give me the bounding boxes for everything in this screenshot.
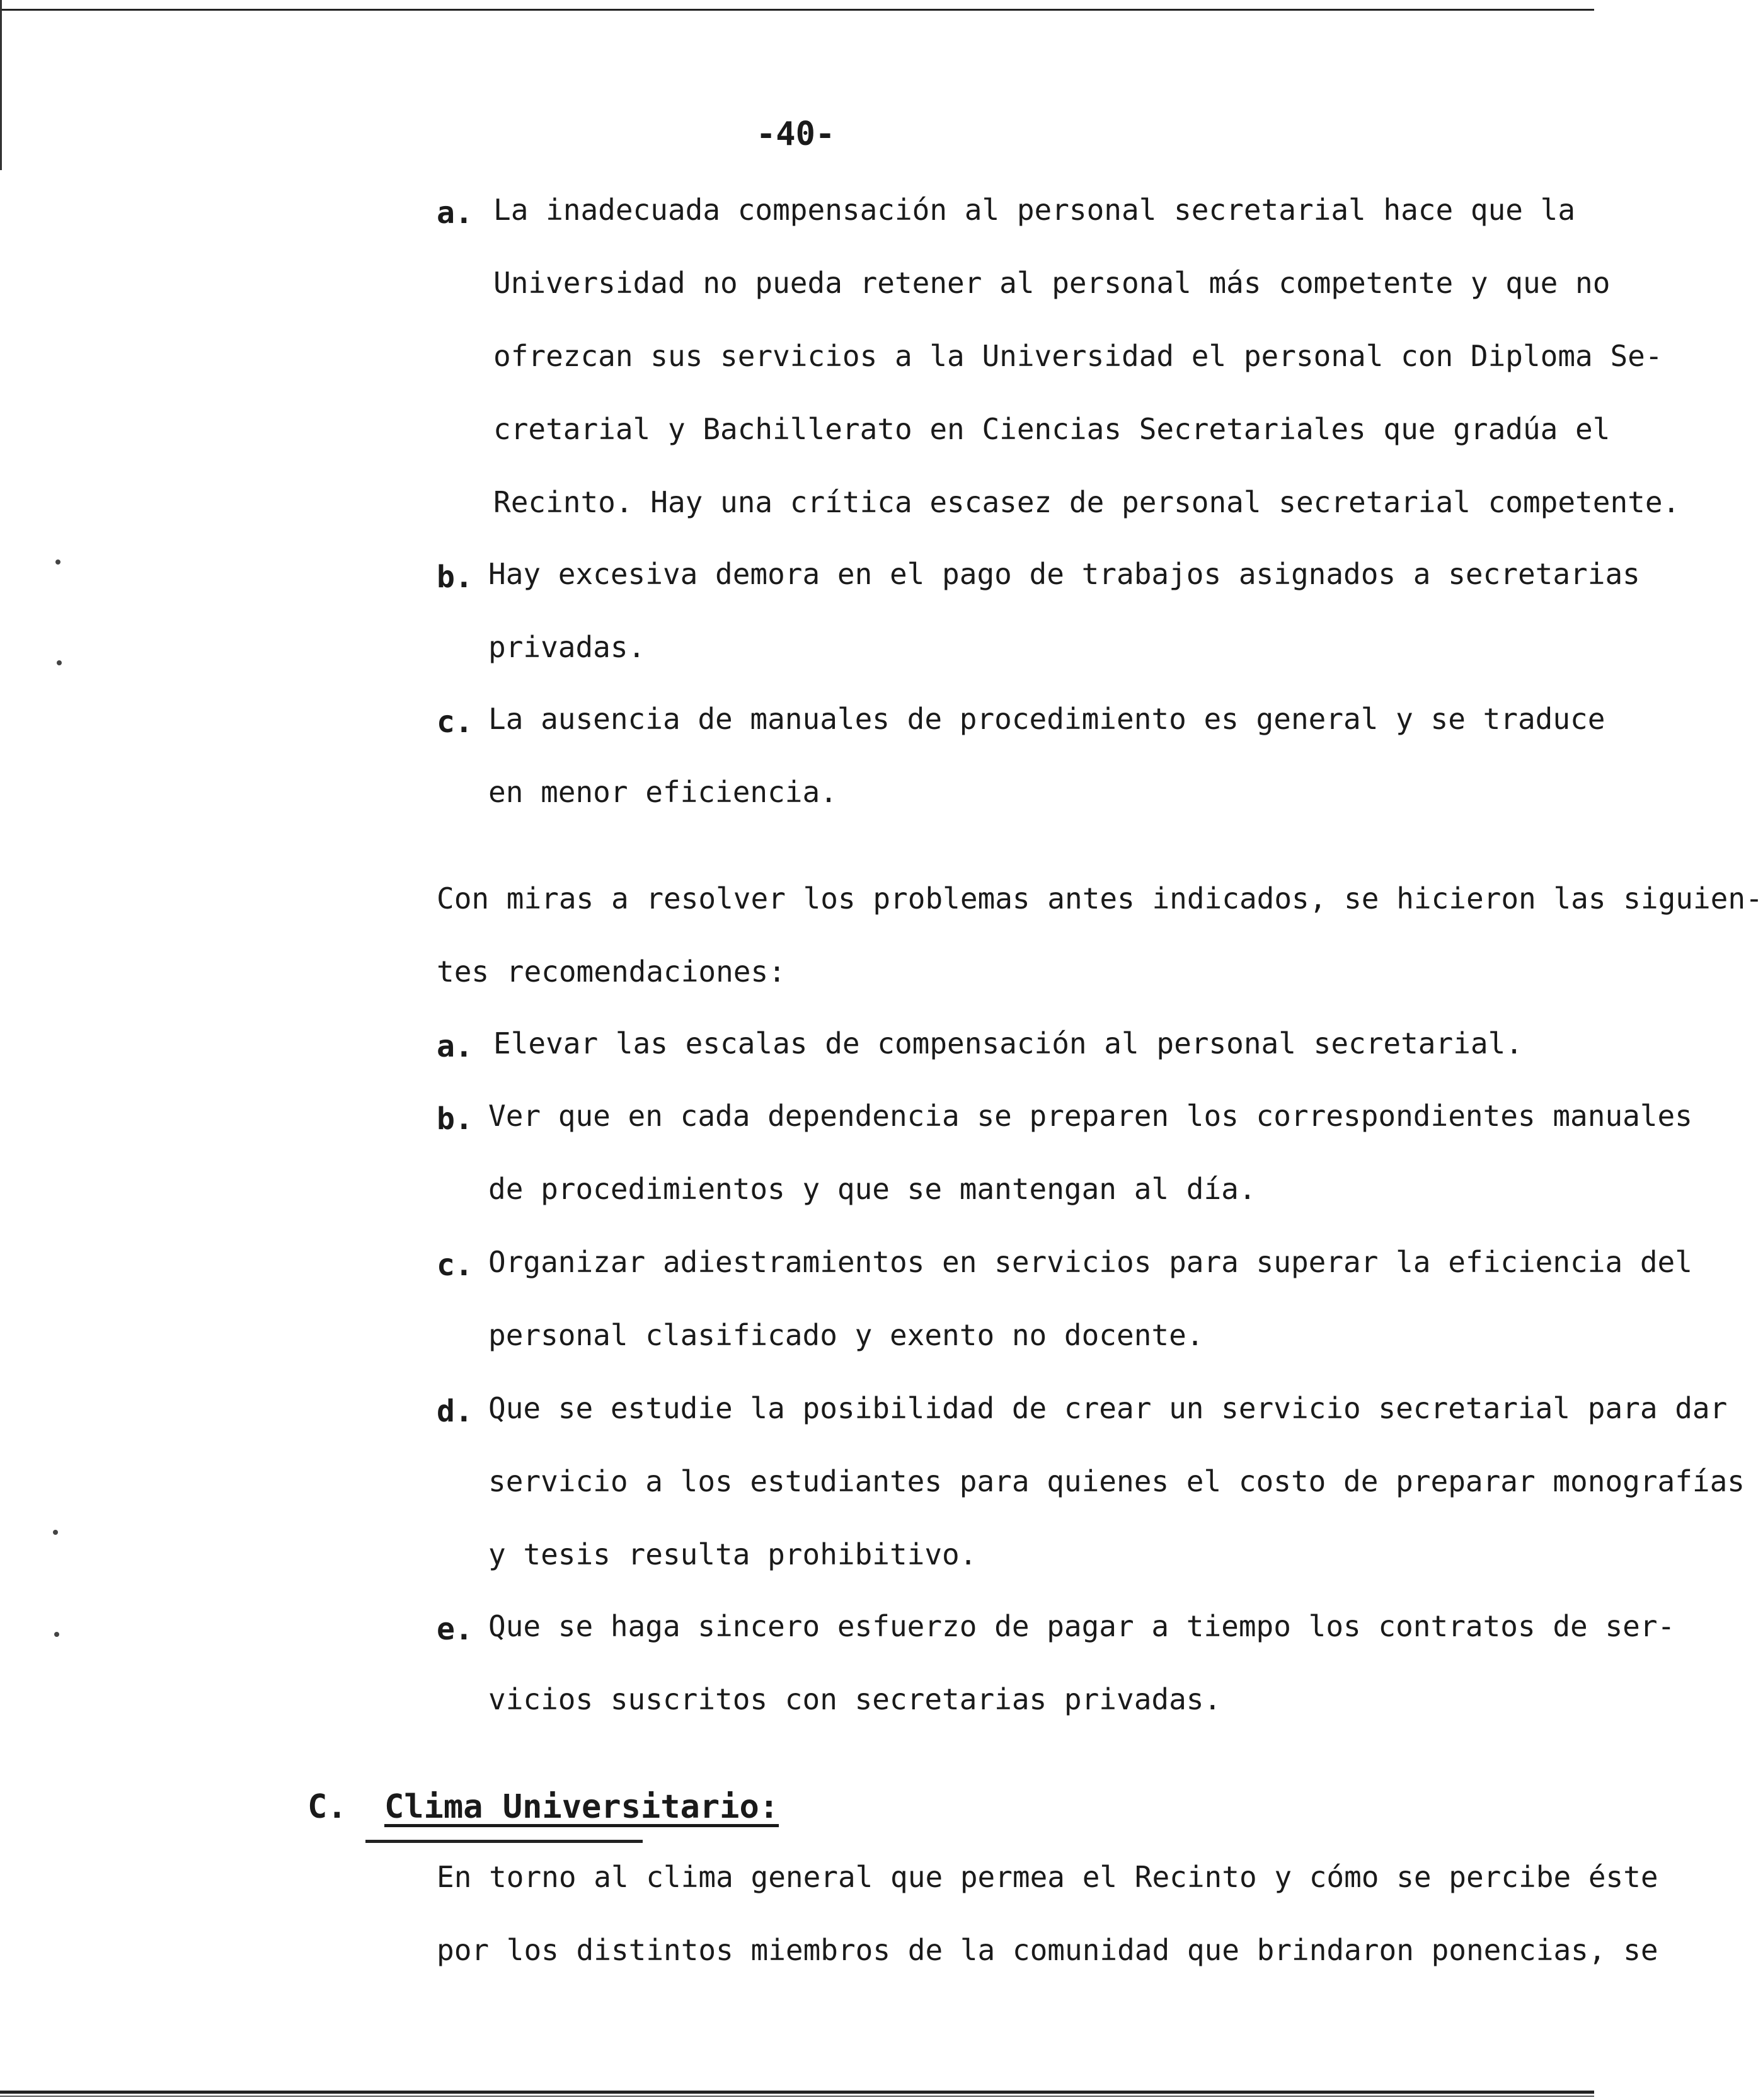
paragraph-line: personal clasificado y exento no docente. bbox=[488, 1318, 1204, 1352]
list-marker: b. bbox=[437, 1101, 473, 1137]
paragraph-line: Que se haga sincero esfuerzo de pagar a tiempo los contratos de ser- bbox=[488, 1609, 1675, 1643]
bottom-rule bbox=[0, 2091, 1594, 2094]
section-heading bbox=[307, 1788, 779, 1826]
list-marker: b. bbox=[437, 559, 473, 595]
section-label: C. bbox=[307, 1788, 347, 1826]
paragraph-line: Que se estudie la posibilidad de crear un servicio secretarial para dar bbox=[488, 1391, 1728, 1425]
paragraph-line: Ver que en cada dependencia se preparen los correspondientes manuales bbox=[488, 1099, 1692, 1133]
bottom-rule-secondary bbox=[0, 2096, 1594, 2097]
paragraph-line: cretarial y Bachillerato en Ciencias Secretariales que gradúa el bbox=[493, 412, 1611, 446]
paragraph-line: En torno al clima general que permea el Recinto y cómo se percibe éste bbox=[437, 1860, 1658, 1894]
list-marker: d. bbox=[437, 1394, 473, 1429]
top-rule bbox=[0, 9, 1594, 11]
scan-speck bbox=[54, 1632, 59, 1637]
list-marker: a. bbox=[437, 195, 473, 231]
paragraph-line: de procedimientos y que se mantengan al día. bbox=[488, 1172, 1256, 1206]
paragraph-line: Hay excesiva demora en el pago de trabajos asignados a secretarias bbox=[488, 557, 1640, 591]
section-title: Clima Universitario: bbox=[384, 1788, 779, 1826]
paragraph-line: tes recomendaciones: bbox=[437, 955, 786, 989]
scan-speck bbox=[53, 1530, 58, 1535]
section-underline bbox=[365, 1840, 643, 1843]
paragraph-line: y tesis resulta prohibitivo. bbox=[488, 1537, 977, 1571]
paragraph-line: Elevar las escalas de compensación al personal secretarial. bbox=[493, 1026, 1523, 1060]
list-marker: a. bbox=[437, 1029, 473, 1064]
paragraph-line: por los distintos miembros de la comunidad que brindaron ponencias, se bbox=[437, 1933, 1658, 1967]
paragraph-line: Recinto. Hay una crítica escasez de personal secretarial competente. bbox=[493, 485, 1680, 519]
page-number: -40- bbox=[756, 115, 836, 153]
paragraph-line: La ausencia de manuales de procedimiento es general y se traduce bbox=[488, 702, 1605, 736]
paragraph-line: Con miras a resolver los problemas antes indicados, se hicieron las siguien- bbox=[437, 881, 1763, 915]
paragraph-line: servicio a los estudiantes para quienes el costo de preparar monografías bbox=[488, 1464, 1745, 1498]
paragraph-line: en menor eficiencia. bbox=[488, 775, 837, 809]
paragraph-line: privadas. bbox=[488, 630, 646, 664]
list-marker: c. bbox=[437, 704, 473, 740]
paragraph-line: Organizar adiestramientos en servicios para superar la eficiencia del bbox=[488, 1245, 1692, 1279]
scan-speck bbox=[57, 660, 62, 665]
scan-speck bbox=[55, 559, 60, 565]
left-edge-rule bbox=[0, 0, 2, 170]
paragraph-line: ofrezcan sus servicios a la Universidad el personal con Diploma Se- bbox=[493, 339, 1663, 373]
list-marker: c. bbox=[437, 1248, 473, 1283]
paragraph-line: Universidad no pueda retener al personal más competente y que no bbox=[493, 266, 1611, 300]
list-marker: e. bbox=[437, 1612, 473, 1647]
paragraph-line: vicios suscritos con secretarias privadas. bbox=[488, 1682, 1222, 1716]
paragraph-line: La inadecuada compensación al personal secretarial hace que la bbox=[493, 193, 1576, 227]
